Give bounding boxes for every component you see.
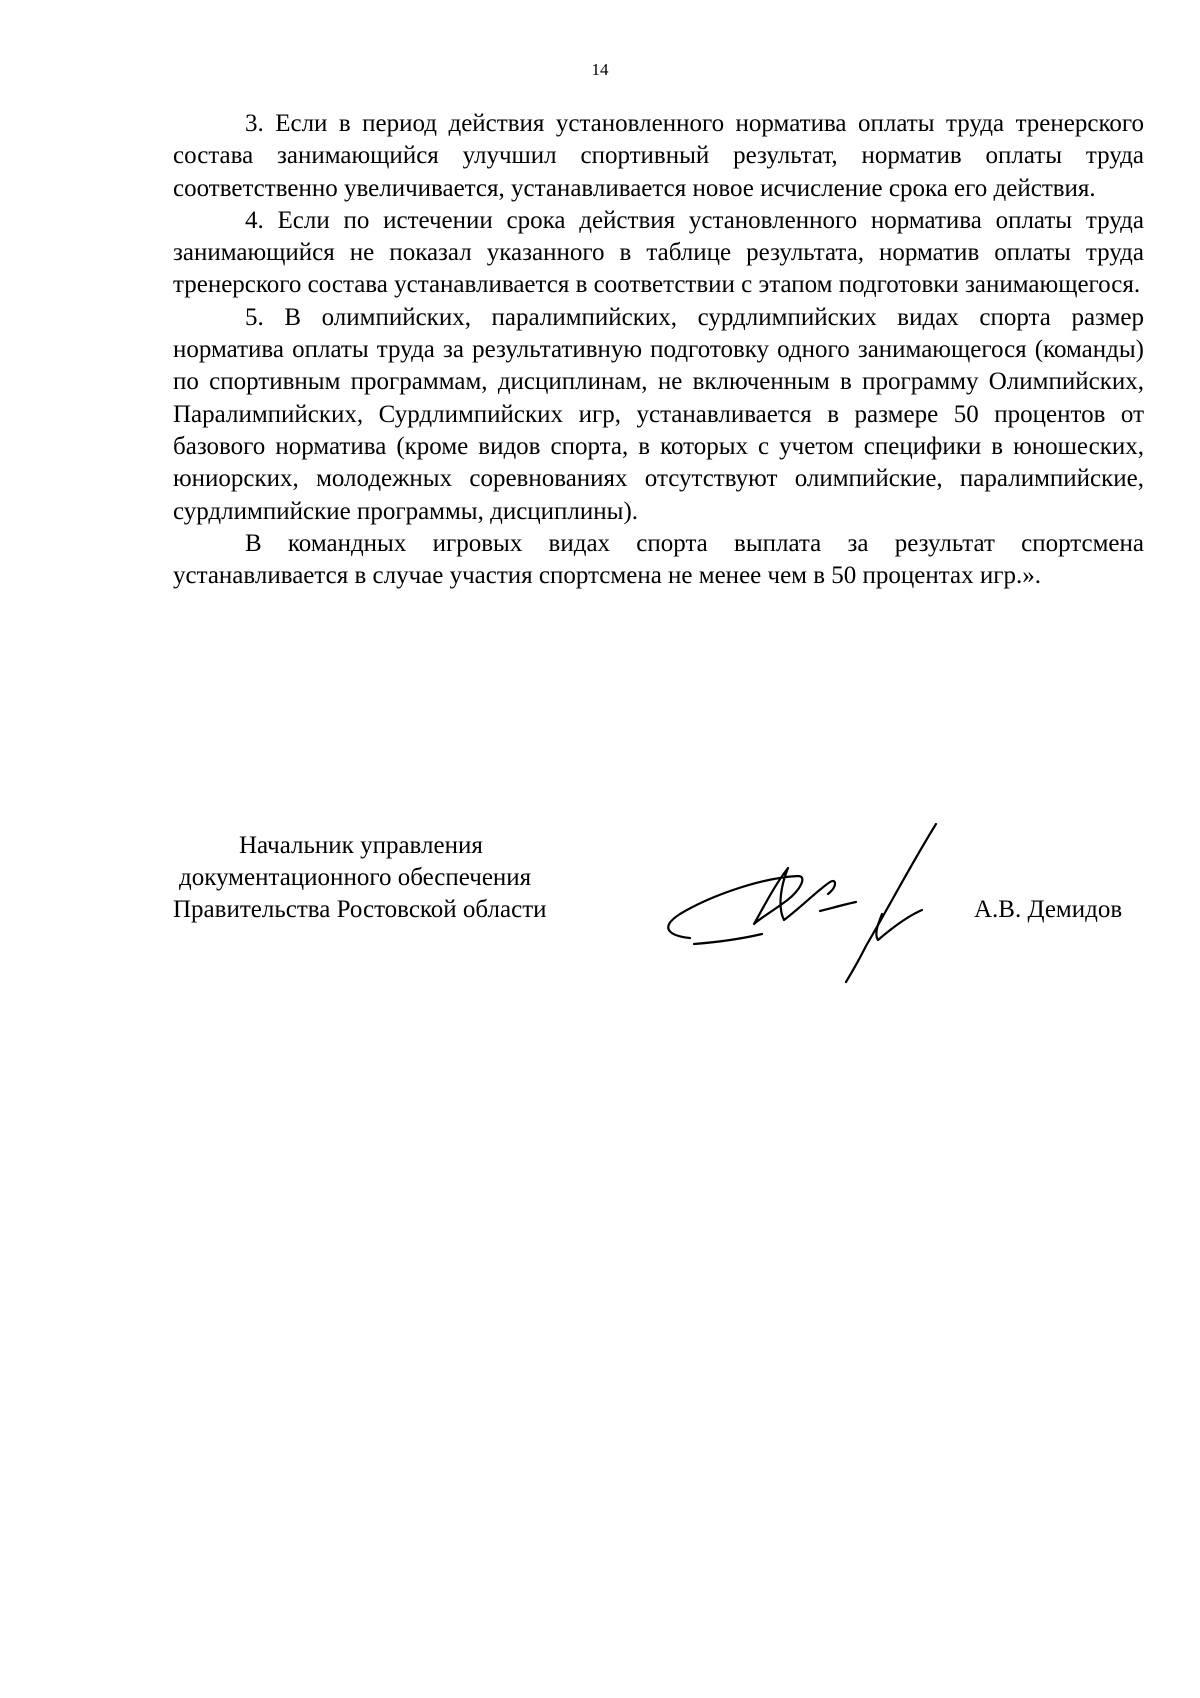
paragraph-5: 5. В олимпийских, паралимпийских, сурдлимпийских видах спорта размер норматива оплаты труда за результативную подготовку одного занимающегося (команды) по спортивным программам, дисциплинам, не включенным в программу Олимпийских, Паралимпийских, Сурдлимпийских игр, устанавливается в размере 50 процентов от базового норматива (кроме видов спорта, в которых с учетом специфики в юношеских, юниорских, молодежных соревнованиях отсутствуют олимпийские, паралимпийские, сурдлимпийские программы, дисциплины). bbox=[173, 303, 1144, 525]
paragraph-3: 3. Если в период действия установленного норматива оплаты труда тренерского состава занимающийся улучшил спортивный результат, норматив оплаты труда соответственно увеличивается, устанавливается новое исчисление срока его действия. bbox=[173, 110, 1144, 202]
signature-stroke-tail bbox=[694, 934, 762, 944]
handwritten-signature bbox=[650, 816, 950, 991]
signature-stroke-dash bbox=[820, 902, 856, 911]
signer-name: А.В. Демидов bbox=[974, 896, 1123, 923]
signer-title bbox=[173, 830, 613, 926]
signer-title-line-2: документационного обеспечения bbox=[179, 864, 532, 891]
body-text bbox=[173, 108, 1144, 592]
paragraph-team-sports: В командных игровых видах спорта выплата за результат спортсмена устанавливается в случае участия спортсмена не менее чем в 50 процентах игр.». bbox=[173, 529, 1144, 590]
signature-stroke-long bbox=[846, 824, 936, 982]
signature-stroke-loop bbox=[668, 868, 835, 938]
page-number: 14 bbox=[591, 60, 609, 79]
paragraph-4: 4. Если по истечении срока действия установленного норматива оплаты труда занимающийся не показал указанного в таблице результата, норматив оплаты труда тренерского состава устанавливается в соответствии с этапом подготовки занимающегося. bbox=[173, 206, 1144, 299]
signer-title-line-3: Правительства Ростовской области bbox=[173, 896, 547, 923]
signer-title-line-1: Начальник управления bbox=[239, 832, 483, 859]
